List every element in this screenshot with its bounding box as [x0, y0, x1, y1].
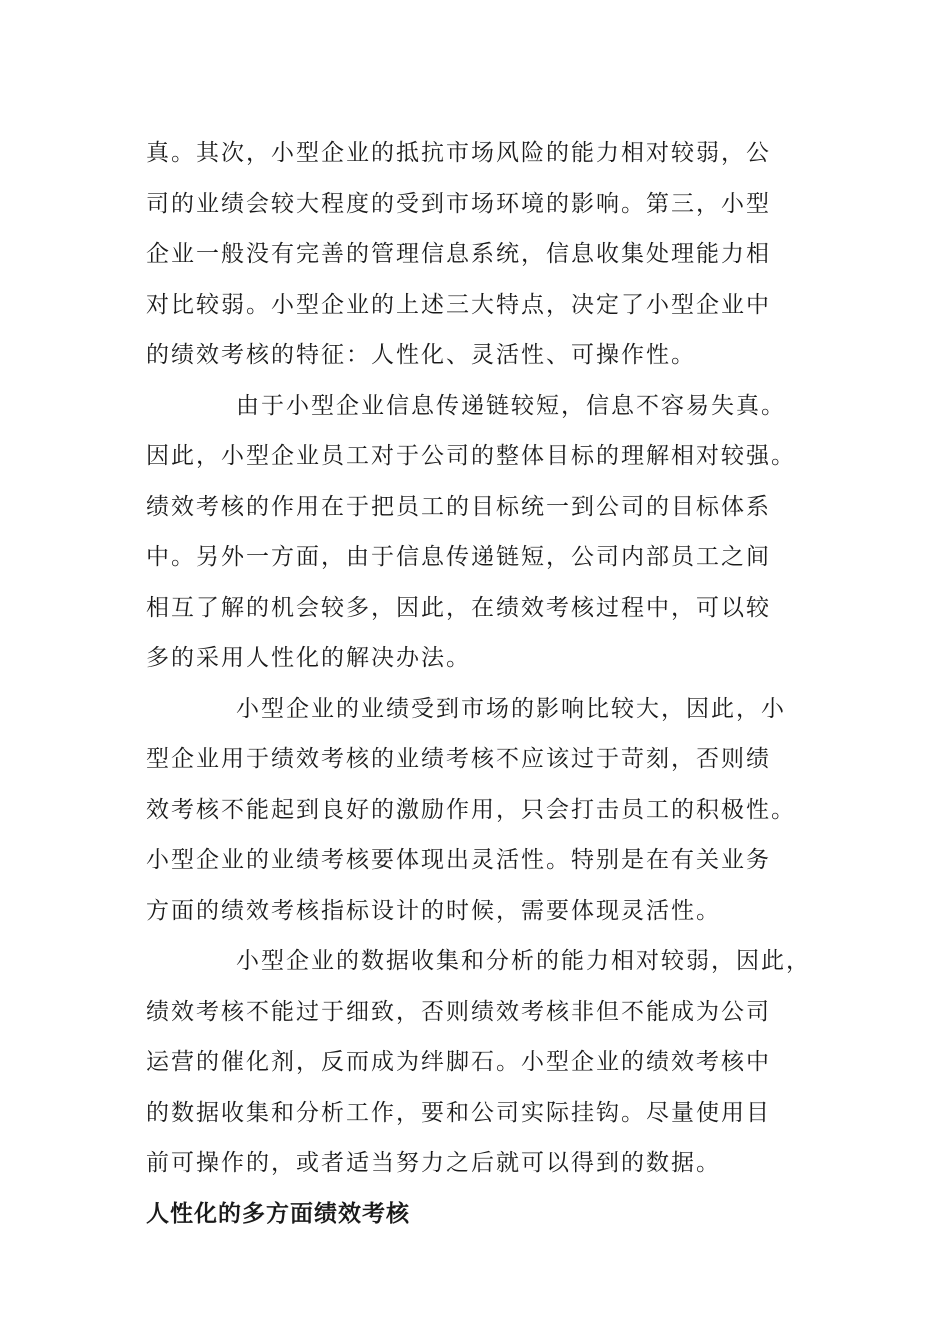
text-line: 小型企业的业绩受到市场的影响比较大，因此，小: [236, 695, 786, 722]
text-line: 小型企业的数据收集和分析的能力相对较弱，因此，: [236, 948, 811, 974]
text-line: 对比较弱。小型企业的上述三大特点，决定了小型企业中: [146, 291, 771, 318]
text-line: 运营的催化剂，反而成为绊脚石。小型企业的绩效考核中: [146, 1049, 771, 1075]
text-line: 企业一般没有完善的管理信息系统，信息收集处理能力相: [146, 241, 771, 267]
text-line: 司的业绩会较大程度的受到市场环境的影响。第三，小型: [146, 190, 771, 217]
text-line: 小型企业的业绩考核要体现出灵活性。特别是在有关业务: [146, 847, 771, 873]
text-line: 由于小型企业信息传递链较短，信息不容易失真。: [236, 392, 786, 419]
text-line: 相互了解的机会较多，因此，在绩效考核过程中，可以较: [146, 594, 771, 621]
text-line: 的数据收集和分析工作，要和公司实际挂钩。尽量使用目: [146, 1099, 771, 1126]
text-line: 因此，小型企业员工对于公司的整体目标的理解相对较强。: [146, 443, 796, 469]
text-line: 多的采用人性化的解决办法。: [146, 645, 471, 671]
text-line: 绩效考核的作用在于把员工的目标统一到公司的目标体系: [146, 493, 771, 520]
paragraph-4: [146, 936, 811, 1189]
text-line: 型企业用于绩效考核的业绩考核不应该过于苛刻，否则绩: [146, 746, 771, 772]
paragraph-1: [146, 128, 786, 381]
paragraph-3: [146, 684, 796, 937]
text-line: 效考核不能起到良好的激励作用，只会打击员工的积极性。: [146, 796, 796, 823]
text-line: 真。其次，小型企业的抵抗市场风险的能力相对较弱，公: [146, 140, 771, 166]
text-line: 绩效考核不能过于细致，否则绩效考核非但不能成为公司: [146, 998, 771, 1025]
document-body: [146, 128, 811, 1239]
section-heading: 人性化的多方面绩效考核: [146, 1200, 410, 1227]
text-line: 的绩效考核的特征：人性化、灵活性、可操作性。: [146, 342, 696, 368]
text-line: 前可操作的，或者适当努力之后就可以得到的数据。: [146, 1150, 721, 1176]
text-line: 中。另外一方面，由于信息传递链短，公司内部员工之间: [146, 544, 771, 570]
paragraph-2: [146, 381, 796, 684]
text-line: 方面的绩效考核指标设计的时候，需要体现灵活性。: [146, 897, 721, 924]
